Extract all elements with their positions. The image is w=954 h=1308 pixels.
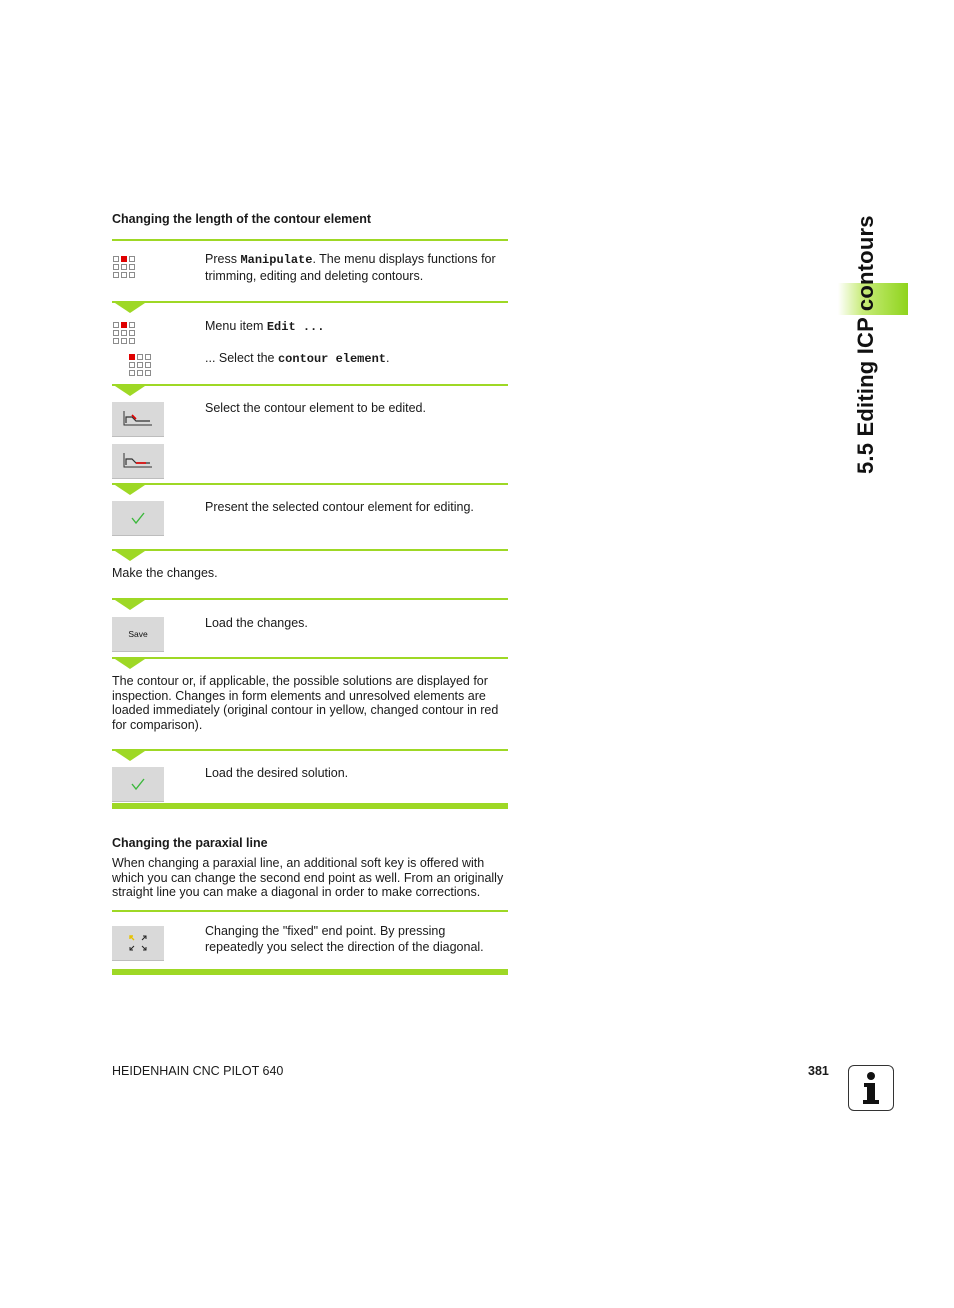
select-contour-icon [122,451,154,471]
arrow-down-icon [115,485,145,495]
info-icon[interactable] [848,1065,894,1111]
section-heading-length: Changing the length of the contour element [112,212,372,226]
step-make-changes-text: Make the changes. [112,566,218,580]
diagonal-arrows-icon [127,933,149,953]
section-end-bar [112,803,508,809]
grid-menu-icon[interactable] [128,353,152,377]
section-end-bar [112,969,508,975]
step-select-element-text: ... Select the contour element. [205,351,390,366]
confirm-softkey[interactable] [112,501,164,536]
checkmark-icon [130,777,146,791]
confirm-softkey[interactable] [112,767,164,802]
divider [112,657,508,659]
divider [112,549,508,551]
divider [112,301,508,303]
divider [112,910,508,912]
section-heading-paraxial: Changing the paraxial line [112,836,268,850]
grid-menu-icon[interactable] [112,255,136,279]
step-load-solution-text: Load the desired solution. [205,766,349,780]
step-load-changes-text: Load the changes. [205,616,308,630]
paraxial-intro-paragraph: When changing a paraxial line, an additional soft key is offered with which you can change the second end point as well. From an originally straight line you can make a diagonal in order to make corrections. [112,856,504,899]
divider [112,384,508,386]
step-select-edit-text: Select the contour element to be edited. [205,401,426,415]
select-contour-icon [122,409,154,429]
divider [112,749,508,751]
footer-manual-name: HEIDENHAIN CNC PILOT 640 [112,1064,284,1078]
grid-menu-icon[interactable] [112,321,136,345]
arrow-down-icon [115,386,145,396]
arrow-down-icon [115,600,145,610]
step-present-text: Present the selected contour element for editing. [205,500,474,514]
arrow-down-icon [115,551,145,561]
arrow-down-icon [115,751,145,761]
divider [112,598,508,600]
checkmark-icon [130,511,146,525]
chapter-title: 5.5 Editing ICP contours [853,215,878,474]
select-next-element-softkey[interactable] [112,444,164,479]
divider [112,239,508,241]
divider [112,483,508,485]
select-previous-element-softkey[interactable] [112,402,164,437]
arrow-down-icon [115,659,145,669]
save-softkey[interactable]: Save [112,617,164,652]
diagonal-direction-softkey[interactable] [112,926,164,961]
inspection-paragraph: The contour or, if applicable, the possible solutions are displayed for inspection. Changes in form elements and unresolved elements are loaded immediately (original contour in yellow, changed contour in red for comparison). [112,674,499,732]
step-edit-text: Menu item Edit ... [205,319,325,334]
page-number: 381 [808,1064,829,1078]
step-manipulate-text: Press Manipulate. The menu displays functions for trimming, editing and deleting contours. [205,252,496,283]
arrow-down-icon [115,303,145,313]
paraxial-step-text: Changing the "fixed" end point. By pressing repeatedly you select the direction of the diagonal. [205,924,484,954]
